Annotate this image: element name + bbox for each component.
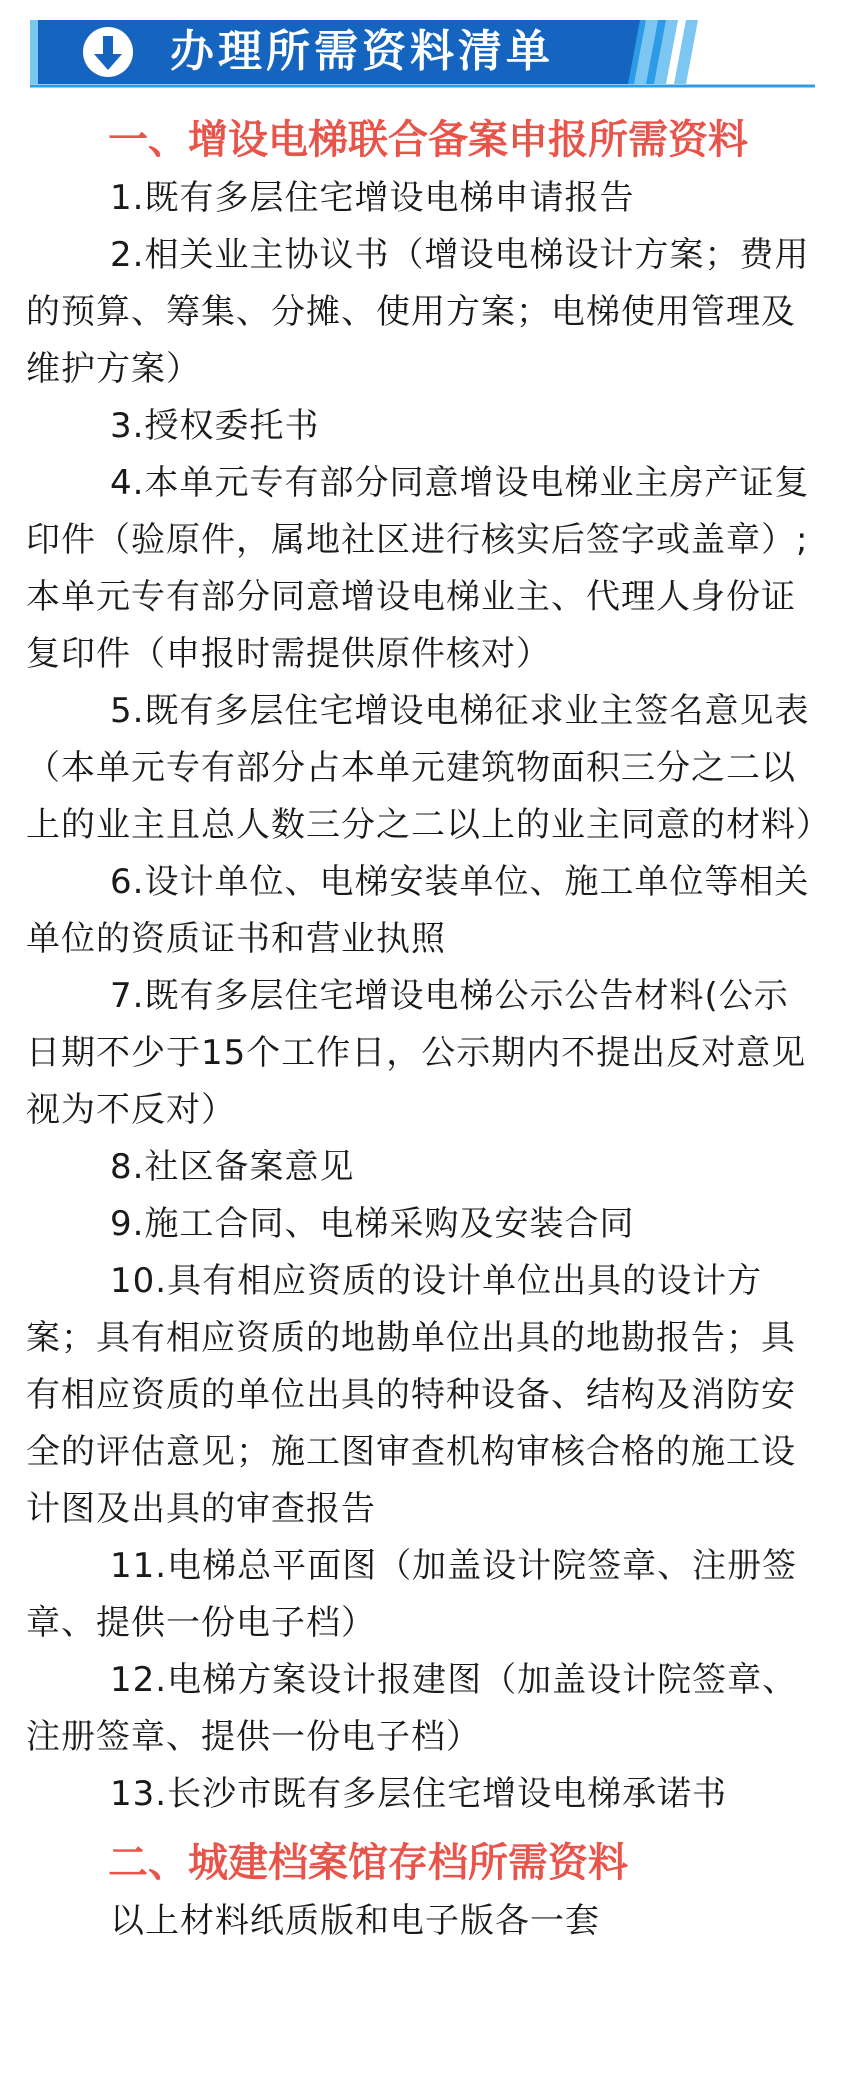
list-item: 3.授权委托书 (110, 406, 320, 446)
list-item: 以上材料纸质版和电子版各一套 (110, 1901, 600, 1941)
list-item: 1.既有多层住宅增设电梯申请报告 (110, 178, 635, 218)
document-body (26, 100, 831, 1950)
list-item: 5.既有多层住宅增设电梯征求业主签名意见表（本单元专有部分占本单元建筑物面积三分之二以上的业主且总人数三分之二以上的业主同意的材料） (26, 691, 831, 845)
list-item: 2.相关业主协议书（增设电梯设计方案；费用的预算、筹集、分摊、使用方案；电梯使用管理及维护方案） (26, 235, 810, 389)
down-arrow-circle-icon (80, 24, 136, 80)
list-item: 8.社区备案意见 (110, 1147, 355, 1187)
list-item: 7.既有多层住宅增设电梯公示公告材料(公示日期不少于15个工作日，公示期内不提出反对意见视为不反对） (26, 976, 807, 1130)
list-item: 12.电梯方案设计报建图（加盖设计院签章、注册签章、提供一份电子档） (26, 1660, 798, 1757)
list-item: 6.设计单位、电梯安装单位、施工单位等相关单位的资质证书和营业执照 (26, 862, 810, 959)
list-item: 4.本单元专有部分同意增设电梯业主房产证复印件（验原件，属地社区进行核实后签字或盖章）;本单元专有部分同意增设电梯业主、代理人身份证复印件（申报时需提供原件核对） (26, 463, 810, 674)
list-item: 13.长沙市既有多层住宅增设电梯承诺书 (110, 1774, 728, 1814)
list-item: 9.施工合同、电梯采购及安装合同 (110, 1204, 635, 1244)
section-heading: 二、城建档案馆存档所需资料 (108, 1840, 628, 1886)
header-banner (30, 16, 815, 88)
list-item: 10.具有相应资质的设计单位出具的设计方案；具有相应资质的地勘单位出具的地勘报告；具有相应资质的单位出具的特种设备、结构及消防安全的评估意见；施工图审查机构审核合格的施工设计图及出具的审查报告 (26, 1261, 796, 1529)
section-heading: 一、增设电梯联合备案申报所需资料 (108, 117, 748, 163)
banner-title: 办理所需资料清单 (170, 26, 554, 77)
list-item: 11.电梯总平面图（加盖设计院签章、注册签章、提供一份电子档） (26, 1546, 798, 1643)
